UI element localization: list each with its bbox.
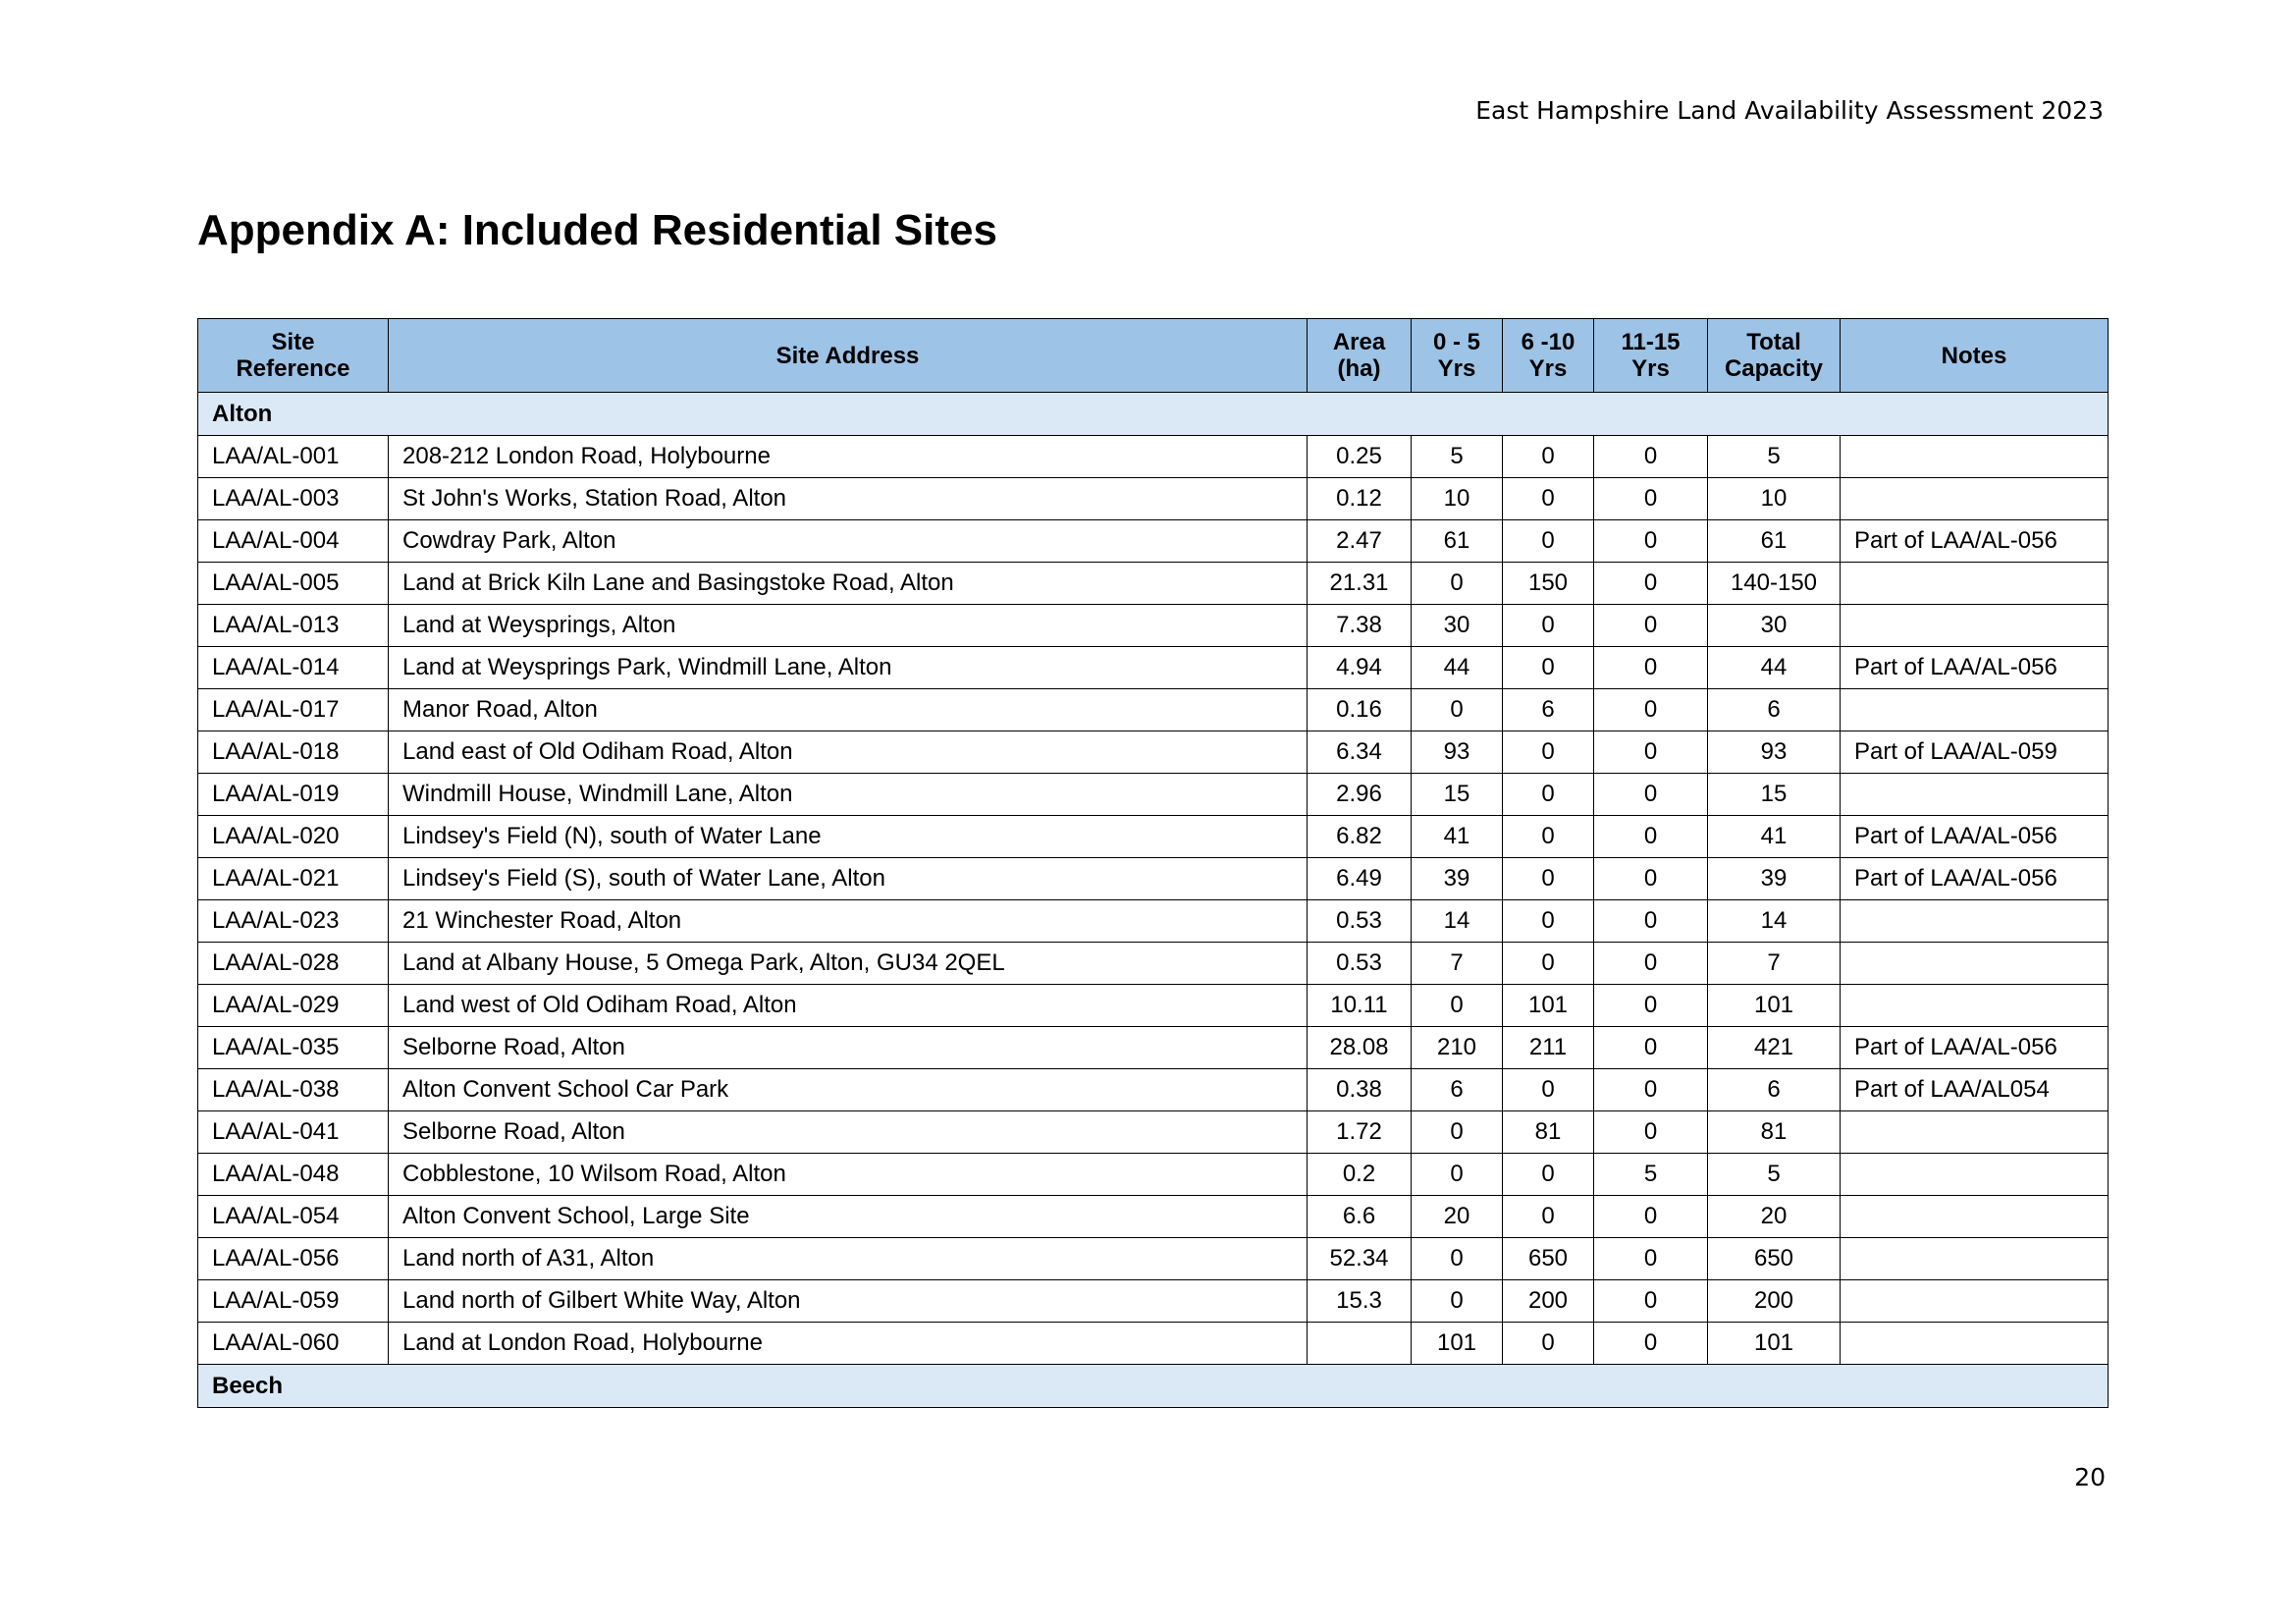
notes-cell: Part of LAA/AL-056	[1841, 816, 2109, 858]
area-cell: 52.34	[1308, 1238, 1412, 1280]
area-cell: 0.25	[1308, 436, 1412, 478]
site-address-cell: Land at London Road, Holybourne	[389, 1323, 1308, 1365]
column-header-text: 11-15	[1621, 329, 1681, 355]
notes-cell	[1841, 1238, 2109, 1280]
table-row	[198, 900, 2109, 943]
years-11-15-cell: 0	[1594, 1069, 1708, 1111]
years-0-5-cell: 0	[1412, 563, 1503, 605]
total-capacity-cell: 101	[1708, 985, 1841, 1027]
years-0-5-cell: 10	[1412, 478, 1503, 520]
area-cell	[1308, 1323, 1412, 1365]
years-6-10-cell: 150	[1503, 563, 1594, 605]
table-row	[198, 985, 2109, 1027]
table-row	[198, 1196, 2109, 1238]
area-cell: 0.16	[1308, 689, 1412, 731]
years-6-10-cell: 0	[1503, 943, 1594, 985]
years-11-15-cell: 0	[1594, 689, 1708, 731]
years-0-5-cell: 15	[1412, 774, 1503, 816]
years-6-10-cell: 0	[1503, 731, 1594, 774]
years-6-10-cell: 6	[1503, 689, 1594, 731]
site-reference-cell: LAA/AL-003	[198, 478, 389, 520]
total-capacity-cell: 6	[1708, 689, 1841, 731]
page-number: 20	[2074, 1463, 2106, 1491]
notes-cell	[1841, 774, 2109, 816]
column-header-area	[1308, 319, 1412, 393]
total-capacity-cell: 61	[1708, 520, 1841, 563]
area-cell: 6.34	[1308, 731, 1412, 774]
years-0-5-cell: 41	[1412, 816, 1503, 858]
years-6-10-cell: 0	[1503, 605, 1594, 647]
notes-cell	[1841, 900, 2109, 943]
group-name: Alton	[198, 393, 2109, 436]
site-address-cell: Land at Weysprings Park, Windmill Lane, Alton	[389, 647, 1308, 689]
area-cell: 28.08	[1308, 1027, 1412, 1069]
site-reference-cell: LAA/AL-048	[198, 1154, 389, 1196]
years-11-15-cell: 0	[1594, 774, 1708, 816]
years-11-15-cell: 0	[1594, 436, 1708, 478]
site-reference-cell: LAA/AL-014	[198, 647, 389, 689]
column-header-site-address	[389, 319, 1308, 393]
site-reference-cell: LAA/AL-038	[198, 1069, 389, 1111]
years-6-10-cell: 0	[1503, 647, 1594, 689]
area-cell: 21.31	[1308, 563, 1412, 605]
notes-cell	[1841, 689, 2109, 731]
site-reference-cell: LAA/AL-019	[198, 774, 389, 816]
years-11-15-cell: 0	[1594, 605, 1708, 647]
notes-cell	[1841, 1196, 2109, 1238]
site-address-cell: Alton Convent School, Large Site	[389, 1196, 1308, 1238]
column-header-text: Yrs	[1528, 355, 1568, 382]
column-header-11-15-yrs	[1594, 319, 1708, 393]
table-row	[198, 858, 2109, 900]
column-header-text: Capacity	[1724, 355, 1824, 382]
site-address-cell: Land east of Old Odiham Road, Alton	[389, 731, 1308, 774]
years-6-10-cell: 0	[1503, 1196, 1594, 1238]
years-6-10-cell: 0	[1503, 1323, 1594, 1365]
notes-cell: Part of LAA/AL-056	[1841, 520, 2109, 563]
total-capacity-cell: 140-150	[1708, 563, 1841, 605]
years-6-10-cell: 0	[1503, 1069, 1594, 1111]
table-row	[198, 731, 2109, 774]
column-header-text: Site Address	[775, 342, 920, 369]
table-body	[198, 393, 2109, 1408]
notes-cell	[1841, 436, 2109, 478]
total-capacity-cell: 15	[1708, 774, 1841, 816]
site-reference-cell: LAA/AL-017	[198, 689, 389, 731]
total-capacity-cell: 6	[1708, 1069, 1841, 1111]
site-reference-cell: LAA/AL-060	[198, 1323, 389, 1365]
area-cell: 10.11	[1308, 985, 1412, 1027]
notes-cell	[1841, 1323, 2109, 1365]
table-row	[198, 774, 2109, 816]
column-header-0-5-yrs	[1412, 319, 1503, 393]
table-row	[198, 1111, 2109, 1154]
site-address-cell: Lindsey's Field (S), south of Water Lane, Alton	[389, 858, 1308, 900]
years-11-15-cell: 0	[1594, 478, 1708, 520]
site-reference-cell: LAA/AL-021	[198, 858, 389, 900]
years-0-5-cell: 20	[1412, 1196, 1503, 1238]
table-row	[198, 520, 2109, 563]
site-reference-cell: LAA/AL-059	[198, 1280, 389, 1323]
group-row	[198, 393, 2109, 436]
table-row	[198, 1238, 2109, 1280]
years-6-10-cell: 211	[1503, 1027, 1594, 1069]
column-header-text: 6 -10	[1521, 329, 1575, 355]
site-reference-cell: LAA/AL-020	[198, 816, 389, 858]
years-11-15-cell: 0	[1594, 943, 1708, 985]
years-0-5-cell: 39	[1412, 858, 1503, 900]
table-row	[198, 1323, 2109, 1365]
area-cell: 7.38	[1308, 605, 1412, 647]
years-0-5-cell: 0	[1412, 1111, 1503, 1154]
site-address-cell: Selborne Road, Alton	[389, 1111, 1308, 1154]
column-header-total-capacity	[1708, 319, 1841, 393]
site-reference-cell: LAA/AL-041	[198, 1111, 389, 1154]
area-cell: 4.94	[1308, 647, 1412, 689]
area-cell: 0.38	[1308, 1069, 1412, 1111]
notes-cell	[1841, 943, 2109, 985]
table-row	[198, 1069, 2109, 1111]
column-header-text: (ha)	[1337, 355, 1381, 382]
site-reference-cell: LAA/AL-013	[198, 605, 389, 647]
column-header-6-10-yrs	[1503, 319, 1594, 393]
table-row	[198, 563, 2109, 605]
years-11-15-cell: 0	[1594, 1238, 1708, 1280]
site-reference-cell: LAA/AL-023	[198, 900, 389, 943]
site-reference-cell: LAA/AL-054	[198, 1196, 389, 1238]
site-address-cell: 208-212 London Road, Holybourne	[389, 436, 1308, 478]
years-6-10-cell: 0	[1503, 520, 1594, 563]
years-6-10-cell: 200	[1503, 1280, 1594, 1323]
total-capacity-cell: 421	[1708, 1027, 1841, 1069]
running-header: East Hampshire Land Availability Assessment 2023	[1475, 96, 2104, 125]
column-header-text: 0 - 5	[1432, 329, 1481, 355]
area-cell: 0.53	[1308, 943, 1412, 985]
site-address-cell: Manor Road, Alton	[389, 689, 1308, 731]
years-0-5-cell: 0	[1412, 1280, 1503, 1323]
group-row	[198, 1365, 2109, 1408]
years-0-5-cell: 7	[1412, 943, 1503, 985]
total-capacity-cell: 39	[1708, 858, 1841, 900]
years-11-15-cell: 0	[1594, 731, 1708, 774]
total-capacity-cell: 30	[1708, 605, 1841, 647]
site-address-cell: St John's Works, Station Road, Alton	[389, 478, 1308, 520]
total-capacity-cell: 93	[1708, 731, 1841, 774]
notes-cell	[1841, 563, 2109, 605]
site-address-cell: Land at Weysprings, Alton	[389, 605, 1308, 647]
site-address-cell: Cobblestone, 10 Wilsom Road, Alton	[389, 1154, 1308, 1196]
notes-cell: Part of LAA/AL054	[1841, 1069, 2109, 1111]
column-header-text: Notes	[1941, 342, 2007, 369]
column-header-text: Yrs	[1437, 355, 1476, 382]
years-0-5-cell: 210	[1412, 1027, 1503, 1069]
years-0-5-cell: 0	[1412, 689, 1503, 731]
years-0-5-cell: 44	[1412, 647, 1503, 689]
years-6-10-cell: 81	[1503, 1111, 1594, 1154]
years-11-15-cell: 0	[1594, 1323, 1708, 1365]
site-reference-cell: LAA/AL-001	[198, 436, 389, 478]
total-capacity-cell: 7	[1708, 943, 1841, 985]
total-capacity-cell: 5	[1708, 436, 1841, 478]
table-row	[198, 816, 2109, 858]
area-cell: 1.72	[1308, 1111, 1412, 1154]
table-row	[198, 689, 2109, 731]
total-capacity-cell: 41	[1708, 816, 1841, 858]
years-6-10-cell: 0	[1503, 816, 1594, 858]
total-capacity-cell: 44	[1708, 647, 1841, 689]
years-11-15-cell: 0	[1594, 1196, 1708, 1238]
site-reference-cell: LAA/AL-028	[198, 943, 389, 985]
group-name: Beech	[198, 1365, 2109, 1408]
site-reference-cell: LAA/AL-004	[198, 520, 389, 563]
years-11-15-cell: 0	[1594, 985, 1708, 1027]
total-capacity-cell: 14	[1708, 900, 1841, 943]
table-row	[198, 605, 2109, 647]
years-0-5-cell: 5	[1412, 436, 1503, 478]
notes-cell	[1841, 1280, 2109, 1323]
years-0-5-cell: 6	[1412, 1069, 1503, 1111]
table-row	[198, 943, 2109, 985]
column-header-text: Site	[271, 329, 315, 355]
years-11-15-cell: 5	[1594, 1154, 1708, 1196]
years-11-15-cell: 0	[1594, 520, 1708, 563]
years-6-10-cell: 0	[1503, 1154, 1594, 1196]
total-capacity-cell: 20	[1708, 1196, 1841, 1238]
notes-cell: Part of LAA/AL-056	[1841, 858, 2109, 900]
years-11-15-cell: 0	[1594, 1027, 1708, 1069]
years-6-10-cell: 0	[1503, 858, 1594, 900]
notes-cell: Part of LAA/AL-056	[1841, 647, 2109, 689]
column-header-site-reference	[198, 319, 389, 393]
years-6-10-cell: 650	[1503, 1238, 1594, 1280]
years-11-15-cell: 0	[1594, 1111, 1708, 1154]
total-capacity-cell: 5	[1708, 1154, 1841, 1196]
area-cell: 2.96	[1308, 774, 1412, 816]
years-11-15-cell: 0	[1594, 563, 1708, 605]
years-6-10-cell: 0	[1503, 436, 1594, 478]
site-reference-cell: LAA/AL-056	[198, 1238, 389, 1280]
years-6-10-cell: 0	[1503, 774, 1594, 816]
years-11-15-cell: 0	[1594, 900, 1708, 943]
table-header	[198, 319, 2109, 393]
site-address-cell: Land west of Old Odiham Road, Alton	[389, 985, 1308, 1027]
years-0-5-cell: 14	[1412, 900, 1503, 943]
years-6-10-cell: 0	[1503, 900, 1594, 943]
area-cell: 6.82	[1308, 816, 1412, 858]
notes-cell: Part of LAA/AL-056	[1841, 1027, 2109, 1069]
header-row	[198, 319, 2109, 393]
area-cell: 0.12	[1308, 478, 1412, 520]
years-0-5-cell: 0	[1412, 1154, 1503, 1196]
table-row	[198, 647, 2109, 689]
site-address-cell: 21 Winchester Road, Alton	[389, 900, 1308, 943]
site-address-cell: Land north of A31, Alton	[389, 1238, 1308, 1280]
site-reference-cell: LAA/AL-035	[198, 1027, 389, 1069]
years-0-5-cell: 30	[1412, 605, 1503, 647]
years-11-15-cell: 0	[1594, 647, 1708, 689]
total-capacity-cell: 10	[1708, 478, 1841, 520]
table-row	[198, 478, 2109, 520]
total-capacity-cell: 650	[1708, 1238, 1841, 1280]
area-cell: 6.6	[1308, 1196, 1412, 1238]
sites-table	[197, 318, 2109, 1408]
years-0-5-cell: 0	[1412, 985, 1503, 1027]
notes-cell	[1841, 985, 2109, 1027]
total-capacity-cell: 101	[1708, 1323, 1841, 1365]
area-cell: 2.47	[1308, 520, 1412, 563]
notes-cell	[1841, 1154, 2109, 1196]
years-0-5-cell: 93	[1412, 731, 1503, 774]
table-row	[198, 436, 2109, 478]
notes-cell	[1841, 478, 2109, 520]
area-cell: 6.49	[1308, 858, 1412, 900]
site-reference-cell: LAA/AL-018	[198, 731, 389, 774]
table-row	[198, 1154, 2109, 1196]
site-address-cell: Land at Brick Kiln Lane and Basingstoke Road, Alton	[389, 563, 1308, 605]
years-6-10-cell: 0	[1503, 478, 1594, 520]
table-row	[198, 1027, 2109, 1069]
area-cell: 0.53	[1308, 900, 1412, 943]
years-0-5-cell: 101	[1412, 1323, 1503, 1365]
site-address-cell: Land north of Gilbert White Way, Alton	[389, 1280, 1308, 1323]
site-address-cell: Cowdray Park, Alton	[389, 520, 1308, 563]
column-header-text: Area	[1332, 329, 1386, 355]
site-address-cell: Lindsey's Field (N), south of Water Lane	[389, 816, 1308, 858]
years-0-5-cell: 61	[1412, 520, 1503, 563]
site-reference-cell: LAA/AL-005	[198, 563, 389, 605]
site-address-cell: Selborne Road, Alton	[389, 1027, 1308, 1069]
years-6-10-cell: 101	[1503, 985, 1594, 1027]
site-reference-cell: LAA/AL-029	[198, 985, 389, 1027]
area-cell: 0.2	[1308, 1154, 1412, 1196]
page-title: Appendix A: Included Residential Sites	[197, 206, 997, 254]
site-address-cell: Windmill House, Windmill Lane, Alton	[389, 774, 1308, 816]
years-0-5-cell: 0	[1412, 1238, 1503, 1280]
years-11-15-cell: 0	[1594, 858, 1708, 900]
column-header-text: Total	[1746, 329, 1801, 355]
notes-cell	[1841, 605, 2109, 647]
total-capacity-cell: 200	[1708, 1280, 1841, 1323]
site-address-cell: Land at Albany House, 5 Omega Park, Alton, GU34 2QEL	[389, 943, 1308, 985]
years-11-15-cell: 0	[1594, 1280, 1708, 1323]
table-row	[198, 1280, 2109, 1323]
column-header-text: Reference	[236, 355, 350, 382]
notes-cell	[1841, 1111, 2109, 1154]
area-cell: 15.3	[1308, 1280, 1412, 1323]
years-11-15-cell: 0	[1594, 816, 1708, 858]
site-address-cell: Alton Convent School Car Park	[389, 1069, 1308, 1111]
column-header-notes	[1841, 319, 2109, 393]
column-header-text: Yrs	[1631, 355, 1670, 382]
total-capacity-cell: 81	[1708, 1111, 1841, 1154]
notes-cell: Part of LAA/AL-059	[1841, 731, 2109, 774]
